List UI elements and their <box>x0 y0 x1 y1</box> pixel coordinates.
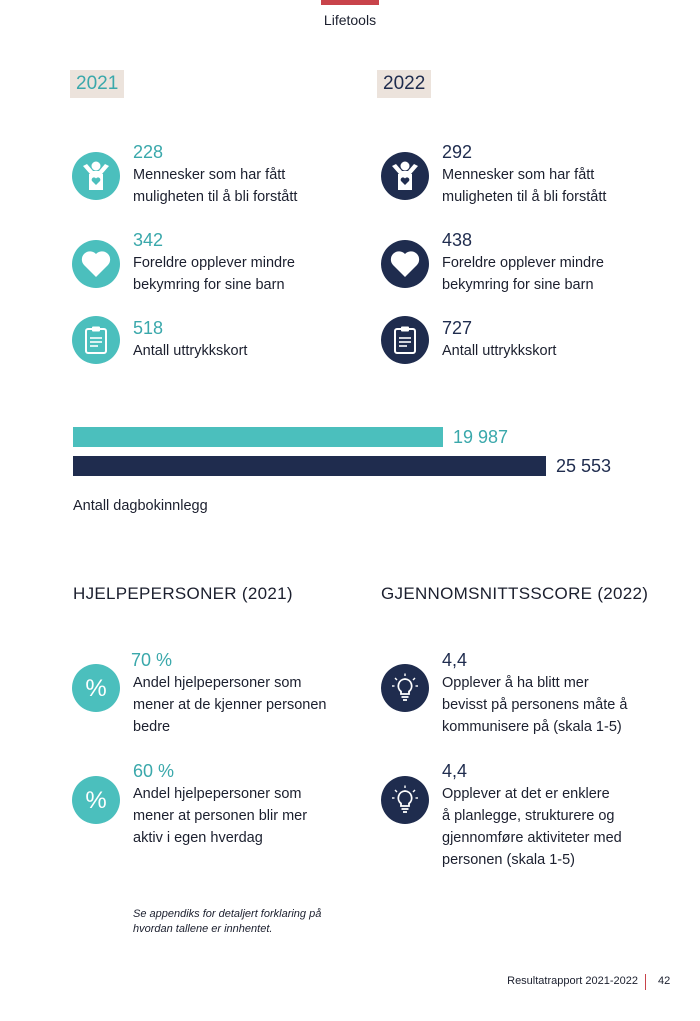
heart-icon <box>72 240 120 288</box>
helper-description: Andel hjelpepersoner som <box>133 675 302 691</box>
score-description: kommunisere på (skala 1-5) <box>442 719 622 735</box>
clipboard-icon <box>381 316 429 364</box>
footnote: Se appendiks for detaljert forklaring på <box>133 908 322 920</box>
stat-description: Antall uttrykkskort <box>133 343 248 359</box>
stat-value: 727 <box>442 318 473 338</box>
percent-icon <box>72 776 120 824</box>
heart-icon <box>381 240 429 288</box>
year-tag-2021: 2021 <box>70 70 124 98</box>
helper-value: 60 % <box>133 761 175 781</box>
helper-description: Andel hjelpepersoner som <box>133 786 302 802</box>
percent-icon <box>72 664 120 712</box>
stat-description: bekymring for sine barn <box>442 277 594 293</box>
diary-entries-bar-chart <box>0 420 700 480</box>
stat-description: bekymring for sine barn <box>133 277 285 293</box>
stat-description: Antall uttrykkskort <box>442 343 557 359</box>
header-accent-bar <box>321 0 379 5</box>
stat-value: 228 <box>133 142 164 162</box>
year-tag-2022: 2022 <box>377 70 431 98</box>
page-number: 42 <box>658 975 671 987</box>
lightbulb-icon <box>381 776 429 824</box>
score-description: gjennomføre aktiviteter med <box>442 830 622 846</box>
page-header-title: Lifetools <box>323 12 377 28</box>
bar-2021 <box>73 427 443 447</box>
stat-value: 518 <box>133 318 164 338</box>
footnote: hvordan tallene er innhentet. <box>133 923 273 935</box>
stat-description: Foreldre opplever mindre <box>442 255 604 271</box>
lightbulb-icon <box>381 664 429 712</box>
helper-description: bedre <box>133 719 171 735</box>
svg-text:%: % <box>85 675 107 702</box>
stat-description: muligheten til å bli forstått <box>133 189 298 205</box>
stat-value: 438 <box>442 230 473 250</box>
stat-description: Foreldre opplever mindre <box>133 255 295 271</box>
chart-xlabel: Antall dagbokinnlegg <box>73 498 208 514</box>
score-value: 4,4 <box>442 650 468 670</box>
score-description: å planlegge, strukturere og <box>442 808 615 824</box>
score-description: bevisst på personens måte å <box>442 697 628 713</box>
score-value: 4,4 <box>442 761 468 781</box>
bar-2022 <box>73 456 546 476</box>
person-heart-icon <box>381 152 429 200</box>
bar-value-label-2022: 25 553 <box>556 456 612 476</box>
helper-description: mener at de kjenner personen <box>133 697 327 713</box>
stat-description: Mennesker som har fått <box>133 167 286 183</box>
score-description: Opplever at det er enklere <box>442 786 610 802</box>
stat-value: 342 <box>133 230 164 250</box>
score-description: personen (skala 1-5) <box>442 852 575 868</box>
bar-value-label-2021: 19 987 <box>453 427 509 447</box>
helper-description: aktiv i egen hverdag <box>133 830 263 846</box>
stat-value: 292 <box>442 142 473 162</box>
helper-description: mener at personen blir mer <box>133 808 308 824</box>
helper-value: 70 % <box>131 650 173 670</box>
person-heart-icon <box>72 152 120 200</box>
footer-report-title: Resultatrapport 2021-2022 <box>507 975 638 987</box>
footer-divider <box>645 974 646 990</box>
stat-description: Mennesker som har fått <box>442 167 595 183</box>
svg-text:%: % <box>85 787 107 814</box>
section-title-helpers: HJELPEPERSONER (2021) <box>73 584 293 603</box>
stat-description: muligheten til å bli forstått <box>442 189 607 205</box>
section-title-scores: GJENNOMSNITTSSCORE (2022) <box>381 584 649 603</box>
clipboard-icon <box>72 316 120 364</box>
score-description: Opplever å ha blitt mer <box>442 675 589 691</box>
